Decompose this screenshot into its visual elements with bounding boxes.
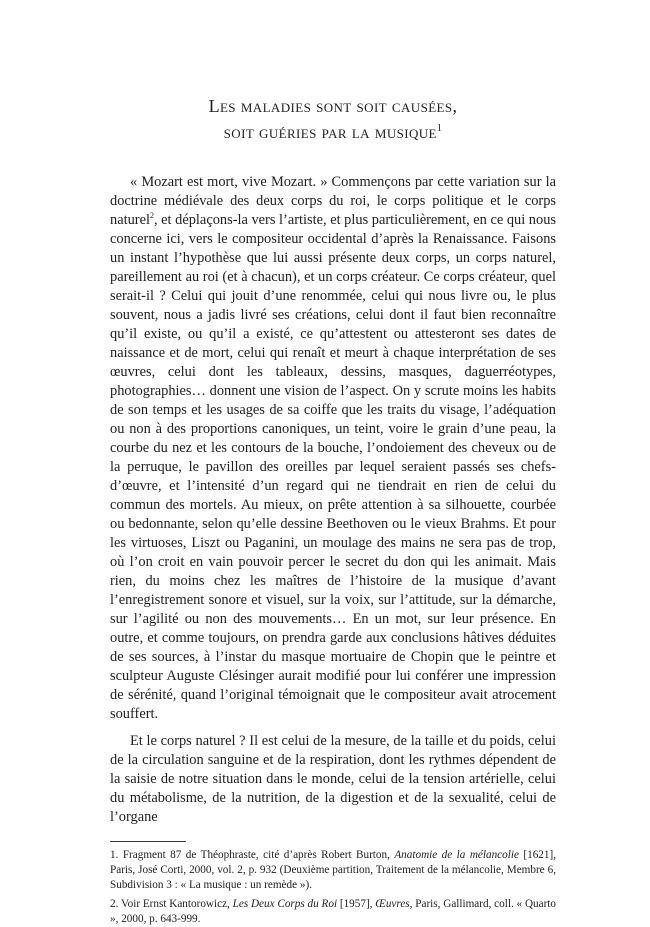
footnote-1: [110, 848, 556, 893]
paragraph-2: Et le corps naturel ? Il est celui de la mesure, de la taille et du poids, celui de la circulation sanguine et de la respiration, dont les rythmes dépendent de la saisie de notre situation dans le monde, celui de la tension artérielle, celui du métabolisme, de la nutrition, de la digestion et de la sexualité, celui de l’organe: [110, 733, 556, 825]
footnote-1-b: [1621], Paris, José Corti, 2000, vol. 2, p. 932 (Deuxième partition, Traitement de la mélancolie, Membre 6, Subdivision 3 : « La musique : un remède »).: [110, 849, 556, 891]
paragraph-1-part-a: « Mozart est mort, vive Mozart. » Commençons par cette variation sur la doctrine médiévale des deux corps du roi, le corps politique et le corps naturel: [110, 174, 556, 228]
page: [110, 0, 556, 927]
footnote-2-c: , Paris, Gallimard, coll. « Quarto », 2000, p. 643-999.: [110, 898, 557, 925]
footnotes: [110, 848, 556, 927]
footnote-divider: [110, 841, 186, 842]
footnote-1-title: Anatomie de la mélancolie: [394, 849, 519, 861]
footnote-2-b: [1957],: [337, 898, 376, 910]
chapter-title: [110, 93, 556, 145]
chapter-title-line-2: soit guéries par la musique: [223, 122, 437, 142]
footnote-2-a: 2. Voir Ernst Kantorowicz,: [110, 898, 233, 910]
chapter-title-line-1: Les maladies sont soit causées,: [208, 96, 458, 116]
footnote-ref-1[interactable]: 1: [436, 123, 443, 134]
footnote-1-a: 1. Fragment 87 de Théophraste, cité d’après Robert Burton,: [110, 849, 395, 861]
body-text: [110, 173, 556, 827]
footnote-2-title: Les Deux Corps du Roi: [232, 898, 338, 910]
paragraph-1-part-b: , et déplaçons-la vers l’artiste, et plus particulièrement, en ce qui nous concerne ici, vers le compositeur occidental d’après la Renaissance. Faisons un instant l’hypothèse que lui aussi présente deux corps, un corps naturel, pareillement au roi (et à chacun), et un corps créateur. Ce corps créateur, quel serait-il ? Celui qui jouit d’une renommée, celui qui nous livre ou, le plus souvent, nous a jadis livré ses créations, celui dont il faut bien reconnaître qu’il existe, ou qu’il a existé, ce qu’attestent ou attesteront ses dates de naissance et de mort, celui qui renaît et meurt à chaque interprétation de ses œuvres, celui dont les tableaux, dessins, masques, daguerréotypes, photographies… donnent une vision de l’aspect. On y scrute moins les habits de son temps et les usages de sa coiffe que les traits du visage, l’adéquation ou non à des proportions canoniques, un teint, voire le grain d’une peau, la courbe du nez et les contours de la bouche, l’ondoiement des cheveux ou de la perruque, le pavillon des oreilles par lequel seraient passés ses chefs-d’œuvre, et l’intensité d’un regard qui ne tiendrait en rien de celui du commun des mortels. Au mieux, on prête attention à sa silhouette, courbée ou bedonnante, selon qu’elle dessine Beethoven ou le vieux Brahms. Et pour les virtuoses, Liszt ou Paganini, un moulage des mains ne sera pas de trop, où l’on croit en vain pouvoir percer le secret du don qui les animait. Mais rien, du moins chez les maîtres de l’histoire de la musique d’avant l’enregistrement sonore et visuel, sur la voix, sur l’attitude, sur la démarche, sur l’agilité ou non des mouvements… En un mot, sur leur présence. En outre, et comme toujours, on prendra garde aux conclusions hâtives déduites de ses sources, à l’instar du masque mortuaire de Chopin que le peintre et sculpteur Auguste Clésinger aurait modifié pour lui conférer une impression de sérénité, quand l’original témoignait que le compositeur avait atrocement souffert.: [110, 212, 556, 722]
footnote-ref-2[interactable]: 2: [149, 211, 154, 221]
footnote-2: [110, 897, 556, 927]
footnote-2-title-2: Œuvres: [375, 898, 410, 910]
paragraph-1: [110, 173, 556, 724]
